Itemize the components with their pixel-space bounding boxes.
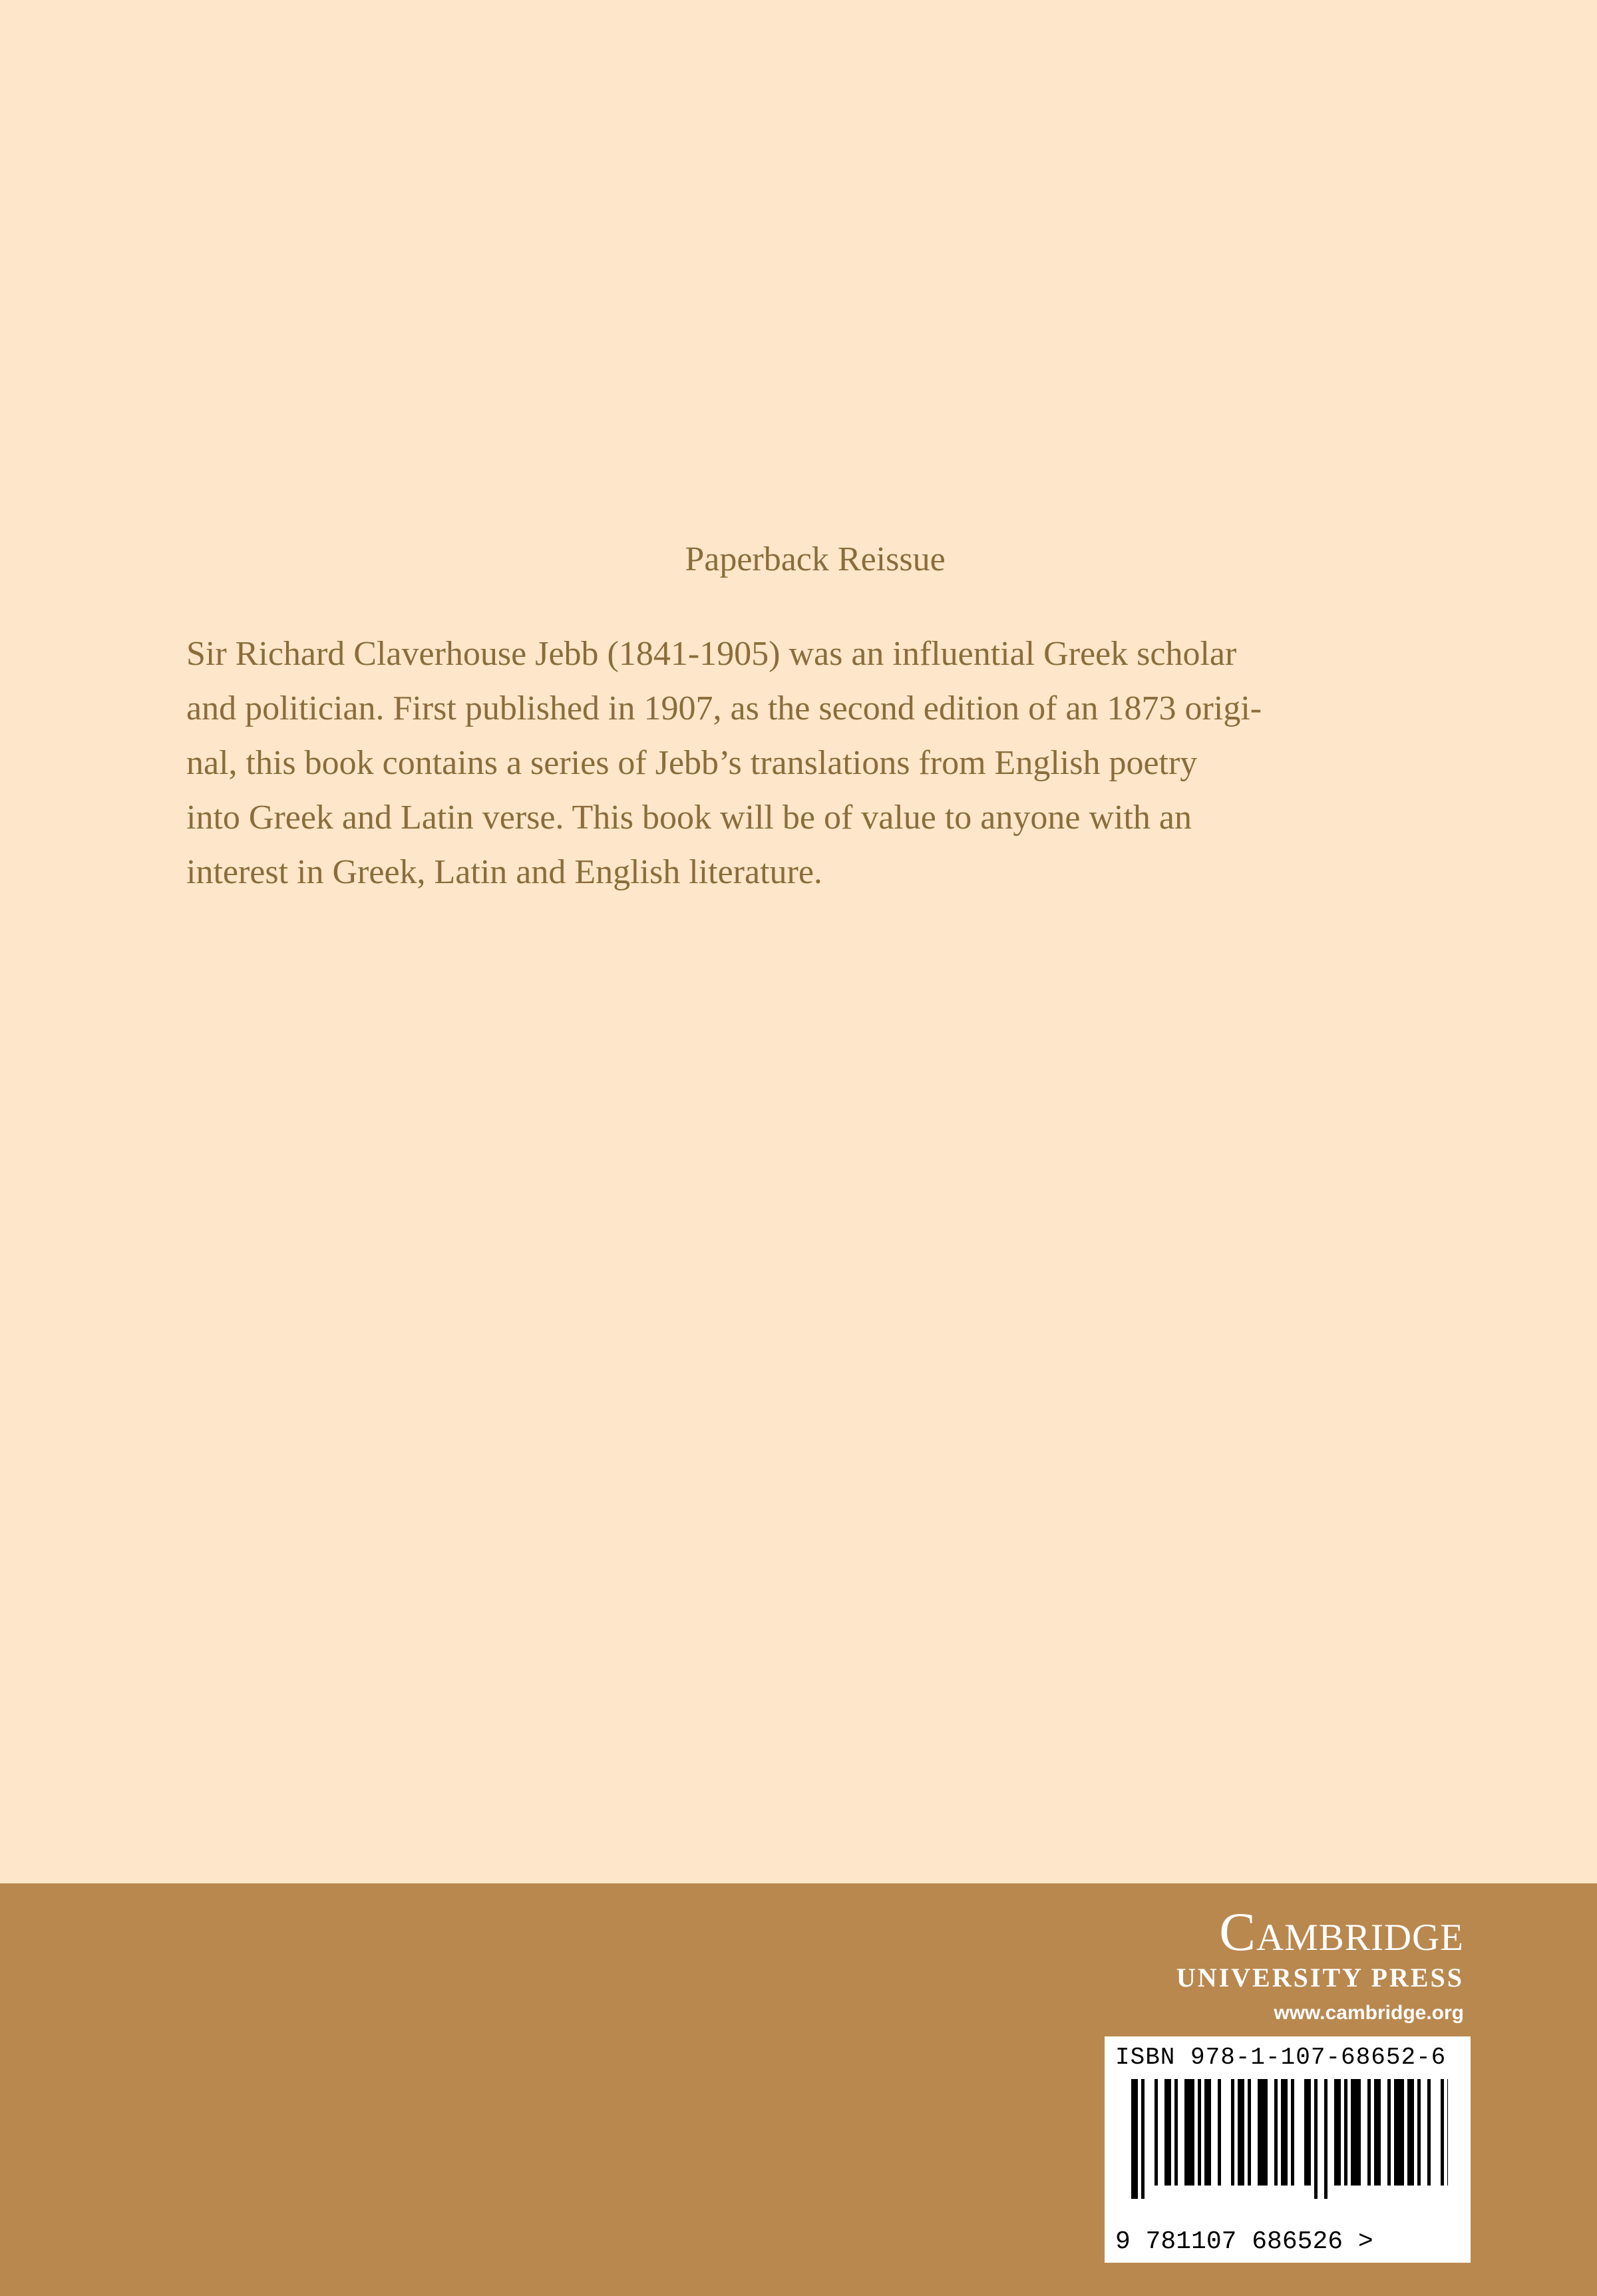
publisher-block	[1105, 1901, 1464, 2024]
barcode-bar	[1324, 2079, 1328, 2199]
barcode-digits: 9 781107 686526 >	[1115, 2227, 1373, 2256]
barcode-bar	[1141, 2079, 1145, 2199]
barcode-bar	[1351, 2079, 1361, 2186]
barcode-bar	[1248, 2079, 1251, 2186]
blurb-line: Sir Richard Claverhouse Jebb (1841-1905) was an influential Greek scholar	[186, 635, 1237, 673]
barcode-bar	[1274, 2079, 1278, 2186]
barcode-bar	[1184, 2079, 1194, 2186]
barcode-bar	[1291, 2079, 1294, 2186]
blurb-line: interest in Greek, Latin and English literature.	[186, 853, 822, 892]
barcode-bar	[1394, 2079, 1404, 2186]
barcode-bar	[1374, 2079, 1381, 2186]
barcode-bar	[1258, 2079, 1268, 2186]
blurb-line: and politician. First published in 1907, as the second edition of an 1873 origi-	[186, 689, 1262, 728]
barcode-bar	[1407, 2079, 1414, 2186]
blurb-heading: Paperback Reissue	[685, 540, 946, 578]
barcode-bar	[1334, 2079, 1341, 2186]
barcode-bars	[1115, 2079, 1460, 2199]
barcode-bar	[1387, 2079, 1391, 2186]
barcode-bar	[1204, 2079, 1211, 2186]
barcode-bar	[1131, 2079, 1138, 2199]
barcode-bar	[1164, 2079, 1171, 2186]
blurb-line: into Greek and Latin verse. This book will be of value to anyone with an	[186, 799, 1192, 837]
blurb	[186, 539, 1417, 900]
barcode-panel	[1105, 2036, 1471, 2263]
barcode-bar	[1218, 2079, 1221, 2186]
barcode-bar	[1447, 2079, 1448, 2186]
isbn-label: ISBN 978-1-107-68652-6	[1115, 2044, 1447, 2071]
blurb-line: nal, this book contains a series of Jebb’s translations from English poetry	[186, 744, 1198, 783]
barcode-bar	[1367, 2079, 1371, 2186]
barcode-bar	[1417, 2079, 1421, 2186]
barcode-bar	[1154, 2079, 1158, 2186]
barcode-bar	[1174, 2079, 1178, 2186]
barcode-bar	[1344, 2079, 1347, 2186]
barcode-bar	[1304, 2079, 1311, 2186]
barcode-bar	[1281, 2079, 1288, 2186]
barcode-bar	[1427, 2079, 1431, 2186]
publisher-name: Cambridge	[1219, 1901, 1464, 1962]
barcode-bar	[1441, 2079, 1444, 2186]
barcode-bar	[1231, 2079, 1234, 2186]
barcode-bar	[1198, 2079, 1201, 2186]
barcode-bar	[1238, 2079, 1244, 2186]
publisher-url: www.cambridge.org	[1274, 2002, 1464, 2024]
publisher-subtitle: UNIVERSITY PRESS	[1176, 1963, 1464, 1993]
barcode-bar	[1314, 2079, 1318, 2199]
